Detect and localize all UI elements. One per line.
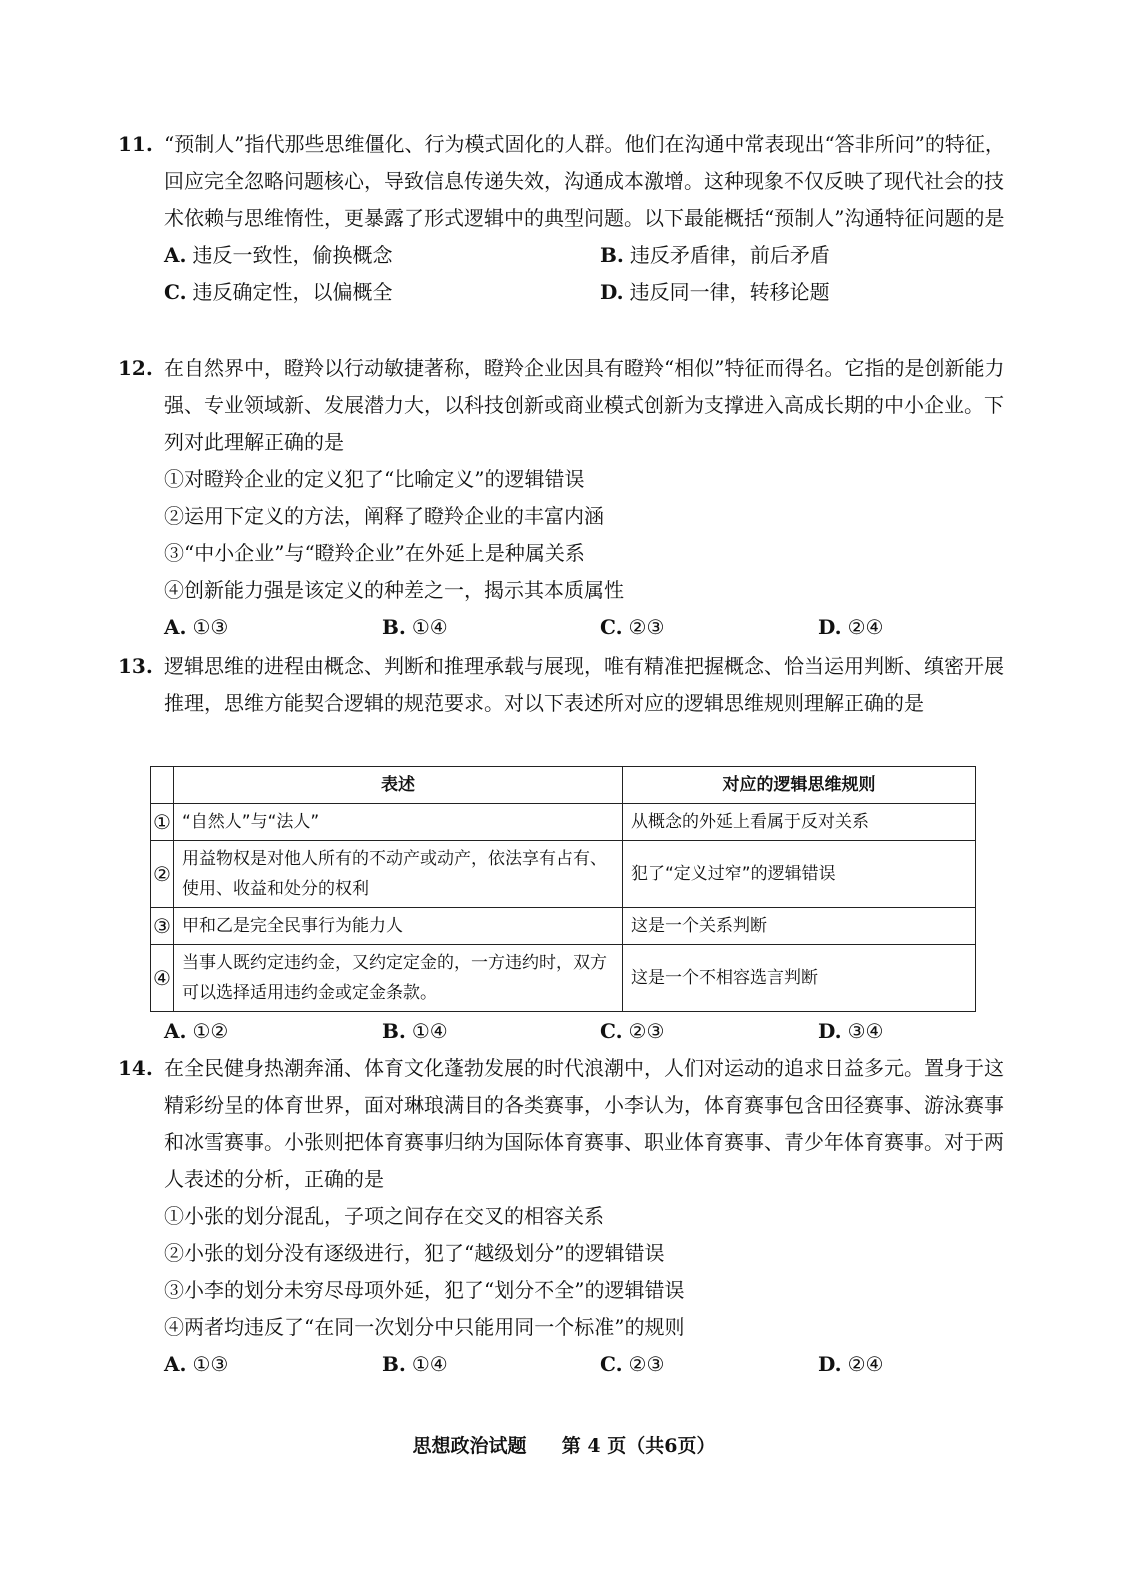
question-text: 逻辑思维的进程由概念、判断和推理承载与展现，唯有精准把握概念、恰当运用判断、缜密开展推理，思维方能契合逻辑的规范要求。对以下表述所对应的逻辑思维规则理解正确的是	[164, 654, 1004, 715]
table-header-cell: 对应的逻辑思维规则	[623, 767, 976, 804]
question-11	[118, 126, 1018, 311]
row-description: 当事人既约定违约金，又约定定金的，一方违约时，双方可以选择适用违约金或定金条款。	[174, 945, 623, 1012]
option-a: A. ①②	[164, 1019, 229, 1043]
statement-item: ①对瞪羚企业的定义犯了“比喻定义”的逻辑错误	[164, 467, 585, 491]
options-row-1	[118, 237, 1018, 274]
question-number: 12.	[118, 356, 153, 380]
option-a: A. ①③	[164, 615, 229, 639]
option-c: C. ②③	[600, 615, 665, 639]
question-number: 14.	[118, 1056, 153, 1080]
options-row	[118, 609, 1018, 646]
statement-item: ③“中小企业”与“瞪羚企业”在外延上是种属关系	[164, 541, 585, 565]
question-stem	[118, 126, 1018, 237]
footer-page-number: 第 4 页（共6页）	[561, 1435, 716, 1457]
options-row-2	[118, 274, 1018, 311]
table-header-cell: 表述	[174, 767, 623, 804]
statement-item: ③小李的划分未穷尽母项外延，犯了“划分不全”的逻辑错误	[164, 1278, 685, 1302]
row-number: ④	[151, 945, 174, 1012]
page-footer	[0, 1431, 1128, 1458]
row-rule: 犯了“定义过窄”的逻辑错误	[623, 841, 976, 908]
table-row	[151, 945, 976, 1012]
row-number: ②	[151, 841, 174, 908]
question-number: 13.	[118, 654, 153, 678]
question-13	[118, 648, 1018, 722]
option-c: C. ②③	[600, 1019, 665, 1043]
option-a: A. 违反一致性，偷换概念	[164, 243, 393, 267]
footer-subject: 思想政治试题	[412, 1435, 527, 1457]
option-b: B. ①④	[382, 615, 448, 639]
row-number: ③	[151, 908, 174, 945]
option-a: A. ①③	[164, 1352, 229, 1376]
question-stem	[118, 1050, 1018, 1198]
question-stem	[118, 648, 1018, 722]
row-rule: 从概念的外延上看属于反对关系	[623, 804, 976, 841]
option-d: D. 违反同一律，转移论题	[600, 280, 830, 304]
row-rule: 这是一个关系判断	[623, 908, 976, 945]
table-row	[151, 804, 976, 841]
question-13-options	[118, 1013, 1018, 1050]
question-text: 在自然界中，瞪羚以行动敏捷著称，瞪羚企业因具有瞪羚“相似”特征而得名。它指的是创新能力强、专业领域新、发展潜力大，以科技创新或商业模式创新为支撑进入高成长期的中小企业。下列对此理解正确的是	[164, 356, 1005, 454]
row-description: “自然人”与“法人”	[174, 804, 623, 841]
question-12	[118, 350, 1018, 646]
table-row	[151, 841, 976, 908]
question-14	[118, 1050, 1018, 1383]
table-header-cell	[151, 767, 174, 804]
row-number: ①	[151, 804, 174, 841]
statement-item: ④创新能力强是该定义的种差之一，揭示其本质属性	[164, 578, 624, 602]
statement-item: ①小张的划分混乱，子项之间存在交叉的相容关系	[164, 1204, 604, 1228]
option-b: B. 违反矛盾律，前后矛盾	[600, 243, 830, 267]
row-description: 甲和乙是完全民事行为能力人	[174, 908, 623, 945]
options-row	[118, 1013, 1018, 1050]
options-row	[118, 1346, 1018, 1383]
statement-item: ②运用下定义的方法，阐释了瞪羚企业的丰富内涵	[164, 504, 604, 528]
option-d: D. ②④	[818, 1352, 884, 1376]
option-b: B. ①④	[382, 1019, 448, 1043]
table-header-row	[151, 767, 976, 804]
rules-table	[150, 766, 976, 1012]
row-rule: 这是一个不相容选言判断	[623, 945, 976, 1012]
option-b: B. ①④	[382, 1352, 448, 1376]
question-text: 在全民健身热潮奔涌、体育文化蓬勃发展的时代浪潮中，人们对运动的追求日益多元。置身于这精彩纷呈的体育世界，面对琳琅满目的各类赛事，小李认为，体育赛事包含田径赛事、游泳赛事和冰雪赛事。小张则把体育赛事归纳为国际体育赛事、职业体育赛事、青少年体育赛事。对于两人表述的分析，正确的是	[164, 1056, 1004, 1191]
option-d: D. ③④	[818, 1019, 884, 1043]
statement-item: ②小张的划分没有逐级进行，犯了“越级划分”的逻辑错误	[164, 1241, 665, 1265]
table-row	[151, 908, 976, 945]
question-text: “预制人”指代那些思维僵化、行为模式固化的人群。他们在沟通中常表现出“答非所问”的特征，回应完全忽略问题核心，导致信息传递失效，沟通成本激增。这种现象不仅反映了现代社会的技术依赖与思维惰性，更暴露了形式逻辑中的典型问题。以下最能概括“预制人”沟通特征问题的是	[164, 132, 1005, 230]
question-stem	[118, 350, 1018, 461]
row-description: 用益物权是对他人所有的不动产或动产，依法享有占有、使用、收益和处分的权利	[174, 841, 623, 908]
question-number: 11.	[118, 132, 153, 156]
option-c: C. 违反确定性，以偏概全	[164, 280, 393, 304]
option-d: D. ②④	[818, 615, 884, 639]
option-c: C. ②③	[600, 1352, 665, 1376]
statement-item: ④两者均违反了“在同一次划分中只能用同一个标准”的规则	[164, 1315, 685, 1339]
